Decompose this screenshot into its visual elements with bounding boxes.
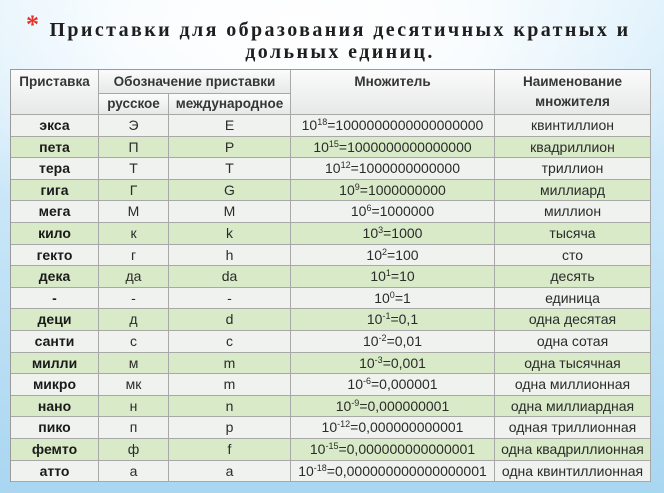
prefix-cell: пико <box>11 417 99 439</box>
russian-symbol-cell: Э <box>99 115 169 137</box>
multiplier-base: 10 <box>350 203 367 220</box>
multiplier-cell <box>291 158 495 180</box>
prefix-cell: микро <box>11 374 99 396</box>
multiplier-name-cell: квинтиллион <box>495 115 651 137</box>
multiplier-cell <box>291 288 495 310</box>
multiplier-value: =10 <box>390 268 415 285</box>
multiplier-exponent: -18 <box>313 462 327 473</box>
multiplier-base: 10 <box>359 354 375 371</box>
multiplier-base: 10 <box>347 376 363 393</box>
international-symbol-cell: m <box>169 353 291 375</box>
prefix-cell: санти <box>11 331 99 353</box>
multiplier-cell <box>291 353 495 375</box>
multiplier-name-cell: миллиард <box>495 180 651 202</box>
multiplier-exponent: -9 <box>351 397 360 408</box>
russian-symbol-cell: м <box>99 353 169 375</box>
russian-symbol-cell: П <box>99 137 169 159</box>
russian-symbol-cell: а <box>99 461 169 483</box>
multiplier-cell <box>291 137 495 159</box>
multiplier-exponent: 3 <box>378 224 384 235</box>
international-symbol-cell: h <box>169 245 291 267</box>
prefix-cell: милли <box>11 353 99 375</box>
multiplier-exponent: 18 <box>317 117 328 127</box>
multiplier-value: =0,000000000000001 <box>338 440 476 457</box>
multiplier-value: =0,1 <box>390 311 419 328</box>
prefix-cell: мега <box>11 201 99 223</box>
international-symbol-cell: c <box>169 331 291 353</box>
international-symbol-cell: m <box>169 374 291 396</box>
prefix-cell: атто <box>11 461 99 483</box>
header-prefix: Приставка <box>11 70 99 115</box>
multiplier-name-cell: одная триллионная <box>495 417 651 439</box>
international-symbol-cell: f <box>169 439 291 461</box>
international-symbol-cell: E <box>169 115 291 137</box>
multiplier-name-cell: одна квадриллионная <box>495 439 651 461</box>
multiplier-exponent: -1 <box>382 311 391 322</box>
multiplier-exponent: -6 <box>362 376 371 387</box>
multiplier-name-cell: одна сотая <box>495 331 651 353</box>
multiplier-value: =1000000 <box>371 203 435 220</box>
multiplier-cell <box>291 266 495 288</box>
multiplier-value: =1000000000000000000 <box>327 117 484 133</box>
header-multiplier: Множитель <box>291 70 495 115</box>
prefix-cell: пета <box>11 137 99 159</box>
prefix-cell: кило <box>11 223 99 245</box>
multiplier-name-cell: одна квинтиллионная <box>495 461 651 483</box>
multiplier-cell <box>291 201 495 223</box>
multiplier-base: 10 <box>362 332 379 349</box>
multiplier-base: 10 <box>313 138 329 155</box>
international-symbol-cell: - <box>169 288 291 310</box>
international-symbol-cell: T <box>169 158 291 180</box>
russian-symbol-cell: к <box>99 223 169 245</box>
header-russian: русское <box>99 94 169 115</box>
multiplier-name-cell: квадриллион <box>495 137 651 159</box>
multiplier-base: 10 <box>309 440 326 457</box>
international-symbol-cell: n <box>169 396 291 418</box>
prefix-cell: нано <box>11 396 99 418</box>
russian-symbol-cell: М <box>99 201 169 223</box>
multiplier-name-cell: сто <box>495 245 651 267</box>
international-symbol-cell: d <box>169 309 291 331</box>
international-symbol-cell: M <box>169 201 291 223</box>
multiplier-name-cell: триллион <box>495 158 651 180</box>
multiplier-base: 10 <box>374 289 390 306</box>
multiplier-value: =0,000000001 <box>359 397 450 414</box>
multiplier-value: =100 <box>387 246 419 263</box>
multiplier-exponent: 0 <box>389 289 395 300</box>
prefix-cell: деци <box>11 309 99 331</box>
multiplier-cell <box>291 331 495 353</box>
multiplier-exponent: 1 <box>385 268 391 279</box>
multiplier-name-cell: одна миллиардная <box>495 396 651 418</box>
multiplier-value: =0,000001 <box>371 376 438 393</box>
multiplier-name-cell: одна десятая <box>495 309 651 331</box>
multiplier-exponent: -15 <box>325 440 339 451</box>
multiplier-name-cell: десять <box>495 266 651 288</box>
prefix-cell: - <box>11 288 99 310</box>
multiplier-value: =1 <box>394 289 411 306</box>
international-symbol-cell: a <box>169 461 291 483</box>
international-symbol-cell: G <box>169 180 291 202</box>
multiplier-cell <box>291 374 495 396</box>
russian-symbol-cell: с <box>99 331 169 353</box>
multiplier-cell <box>291 115 495 137</box>
russian-symbol-cell: п <box>99 417 169 439</box>
prefix-cell: гига <box>11 180 99 202</box>
header-multiplier-name: Наименование множителя <box>495 70 651 115</box>
multiplier-base: 10 <box>321 419 338 436</box>
prefix-cell: фемто <box>11 439 99 461</box>
multiplier-cell <box>291 309 495 331</box>
title-line-2: дольных единиц. <box>245 41 435 63</box>
multiplier-exponent: -3 <box>374 354 383 365</box>
international-symbol-cell: da <box>169 266 291 288</box>
multiplier-value: =0,000000000000000001 <box>326 462 487 479</box>
multiplier-cell <box>291 180 495 202</box>
header-international: международное <box>169 94 291 115</box>
multiplier-base: 10 <box>339 181 355 198</box>
multiplier-cell <box>291 396 495 418</box>
multiplier-cell <box>291 461 495 483</box>
prefix-cell: тера <box>11 158 99 180</box>
multiplier-base: 10 <box>298 462 314 479</box>
multiplier-exponent: 2 <box>382 246 388 257</box>
multiplier-base: 10 <box>301 117 318 133</box>
multiplier-cell <box>291 223 495 245</box>
russian-symbol-cell: д <box>99 309 169 331</box>
multiplier-exponent: 9 <box>354 181 360 192</box>
russian-symbol-cell: Т <box>99 158 169 180</box>
multiplier-base: 10 <box>362 224 379 241</box>
russian-symbol-cell: ф <box>99 439 169 461</box>
russian-symbol-cell: - <box>99 288 169 310</box>
prefixes-table <box>10 69 651 482</box>
russian-symbol-cell: мк <box>99 374 169 396</box>
russian-symbol-cell: г <box>99 245 169 267</box>
multiplier-name-cell: одна тысячная <box>495 353 651 375</box>
multiplier-value: =1000000000 <box>359 181 446 198</box>
multiplier-exponent: 12 <box>340 160 351 171</box>
multiplier-exponent: 15 <box>328 138 339 149</box>
russian-symbol-cell: да <box>99 266 169 288</box>
header-designation: Обозначение приставки <box>99 70 291 94</box>
multiplier-cell <box>291 417 495 439</box>
multiplier-base: 10 <box>366 311 383 328</box>
multiplier-cell <box>291 245 495 267</box>
multiplier-base: 10 <box>370 268 386 285</box>
international-symbol-cell: p <box>169 417 291 439</box>
multiplier-exponent: -12 <box>337 419 351 430</box>
multiplier-name-cell: миллион <box>495 201 651 223</box>
international-symbol-cell: k <box>169 223 291 245</box>
multiplier-value: =0,000000000001 <box>350 419 464 436</box>
multiplier-value: =0,01 <box>386 332 423 349</box>
slide-title <box>20 19 660 63</box>
prefix-cell: дека <box>11 266 99 288</box>
multiplier-value: =1000 <box>383 224 423 241</box>
multiplier-base: 10 <box>325 160 341 177</box>
multiplier-name-cell: одна миллионная <box>495 374 651 396</box>
multiplier-name-cell: тысяча <box>495 223 651 245</box>
multiplier-name-cell: единица <box>495 288 651 310</box>
international-symbol-cell: P <box>169 137 291 159</box>
multiplier-value: =1000000000000000 <box>338 138 472 155</box>
prefix-cell: экса <box>11 115 99 137</box>
russian-symbol-cell: н <box>99 396 169 418</box>
multiplier-exponent: 6 <box>366 203 372 214</box>
multiplier-cell <box>291 439 495 461</box>
title-line-1: Приставки для образования десятичных кратных и <box>49 19 631 41</box>
title-bullet: * <box>26 10 39 39</box>
multiplier-value: =0,001 <box>382 354 426 371</box>
multiplier-value: =1000000000000 <box>350 160 460 177</box>
prefix-cell: гекто <box>11 245 99 267</box>
multiplier-base: 10 <box>366 246 382 263</box>
russian-symbol-cell: Г <box>99 180 169 202</box>
multiplier-exponent: -2 <box>378 332 387 343</box>
multiplier-base: 10 <box>335 397 352 414</box>
